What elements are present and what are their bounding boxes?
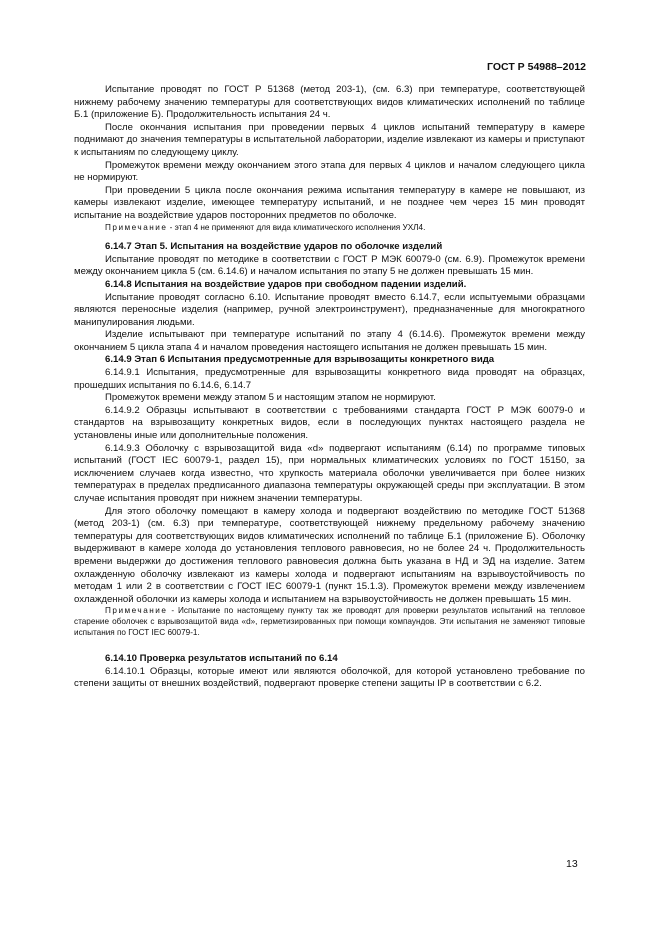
paragraph: Промежуток времени между этапом 5 и настоящим этапом не нормируют. (105, 392, 436, 404)
section-heading: 6.14.9 Этап 6 Испытания предусмотренные для взрывозащиты конкретного вида (105, 354, 495, 366)
paragraph: Испытание проводят согласно 6.10. Испытание проводят вместо 6.14.7, если испытуемыми образцами являются переносные изделия (например, ручной электроинструмент), предназначенные для многократного манипулирования людьми. (74, 291, 585, 328)
note (74, 223, 585, 234)
document-header: ГОСТ Р 54988–2012 (487, 61, 586, 73)
paragraph: После окончания испытания при проведении первых 4 циклов испытаний температуру в камере поднимают до значения температуры в испытательной лаборатории, изделие извлекают из камеры и приступают к испытаниям по следующему циклу. (74, 121, 585, 158)
section-heading: 6.14.8 Испытания на воздействие ударов при свободном падении изделий. (105, 278, 467, 290)
section-heading: 6.14.10 Проверка результатов испытаний по 6.14 (105, 653, 338, 665)
note (74, 606, 585, 638)
note-label: Примечание (105, 222, 168, 232)
paragraph: 6.14.9.2 Образцы испытывают в соответствии с требованиями стандарта ГОСТ Р МЭК 60079-0 и стандартов на взрывозащиту конкретных видов, если в последующих пунктах настоящего раздела не установлены иные или дополнительные положения. (74, 404, 585, 442)
paragraph: Для этого оболочку помещают в камеру холода и подвергают воздействию по методике ГОСТ 51368 (метод 203-1) (см. 6.3) при температуре, соответствующей нижнему предельному рабочему значению температуры для соответствующих видов климатических исполнений по таблице Б.1 (приложение Б). Оболочку выдерживают в камере холода до установления теплового равновесия, но не более 24 ч. Продолжительность времени выдержки до достижения теплового равновесия должна быть указана в НД и ЭД на изделие. Затем охлажденную оболочку извлекают из камеры холода и подвергают испытаниям на взрывоустойчивость по методам 1 или 2 в соответствии с ГОСТ IEC 60079-1 (пункт 15.1.3). Промежуток времени между извлечением охлажденной оболочки из камеры холода и испытанием на взрывоустойчивость не должен превышать 15 мин. (74, 505, 585, 605)
paragraph: Промежуток времени между окончанием этого этапа для первых 4 циклов и началом следующего цикла не нормируют. (74, 159, 585, 184)
paragraph: Изделие испытывают при температуре испытаний по этапу 4 (6.14.6). Промежуток времени между окончанием 5 цикла этапа 4 и началом проведения настоящего испытания не должен превышать 15 мин. (74, 329, 585, 353)
note-text: - этап 4 не применяют для вида климатического исполнения УХЛ4. (167, 222, 426, 232)
document-body (74, 84, 585, 691)
paragraph: 6.14.9.3 Оболочку с взрывозащитой вида «d» подвергают испытаниям (6.14) по программе типовых испытаний (ГОСТ IEC 60079-1, раздел 15), при нормальных климатических условиях по ГОСТ 15150, за исключением случаев когда известно, что хрупкость материала оболочки увеличивается при более низких температурах в пределах предписанного диапазона температуры окружающей среды при эксплуатации. В этом случае испытания проводят при нижнем значении температуры. (74, 442, 585, 504)
paragraph: Испытание проводят по ГОСТ Р 51368 (метод 203-1), (см. 6.3) при температуре, соответствующей нижнему рабочему значению температуры для соответствующих видов климатических исполнений по таблице Б.1 (приложение Б). Продолжительность испытания 24 ч. (74, 84, 585, 121)
note-label: Примечание (105, 606, 168, 616)
paragraph: При проведении 5 цикла после окончания режима испытания температуру в камере не повышают, из камеры извлекают изделие, имеющее температуру испытаний, и не позднее чем через 15 мин проводят испытание на воздействие ударов посторонних предметов по оболочке. (74, 184, 585, 221)
note-text: - Испытание по настоящему пункту так же проводят для проверки результатов испытаний на тепловое старение оболочек с взрывозащитой вида «d», герметизированных при помощи компаундов. Эти испытания не заменяют типовые испытания по ГОСТ IEC 60079-1. (74, 606, 585, 637)
page-number: 13 (566, 858, 578, 870)
paragraph: Испытание проводят по методике в соответствии с ГОСТ Р МЭК 60079-0 (см. 6.9). Промежуток времени между окончанием цикла 5 (см. 6.14.6) и началом испытания по этапу 5 не должен превышать 15 мин. (74, 253, 585, 278)
section-heading: 6.14.7 Этап 5. Испытания на воздействие ударов по оболочке изделий (105, 241, 443, 253)
paragraph: 6.14.9.1 Испытания, предусмотренные для взрывозащиты конкретного вида проводят на образцах, прошедших испытания по 6.14.6, 6.14.7 (74, 367, 585, 391)
paragraph: 6.14.10.1 Образцы, которые имеют или являются оболочкой, для которой установлено требование по степени защиты от внешних воздействий, подвергают проверке степени защиты IP в соответствии с 6.2. (74, 665, 585, 690)
